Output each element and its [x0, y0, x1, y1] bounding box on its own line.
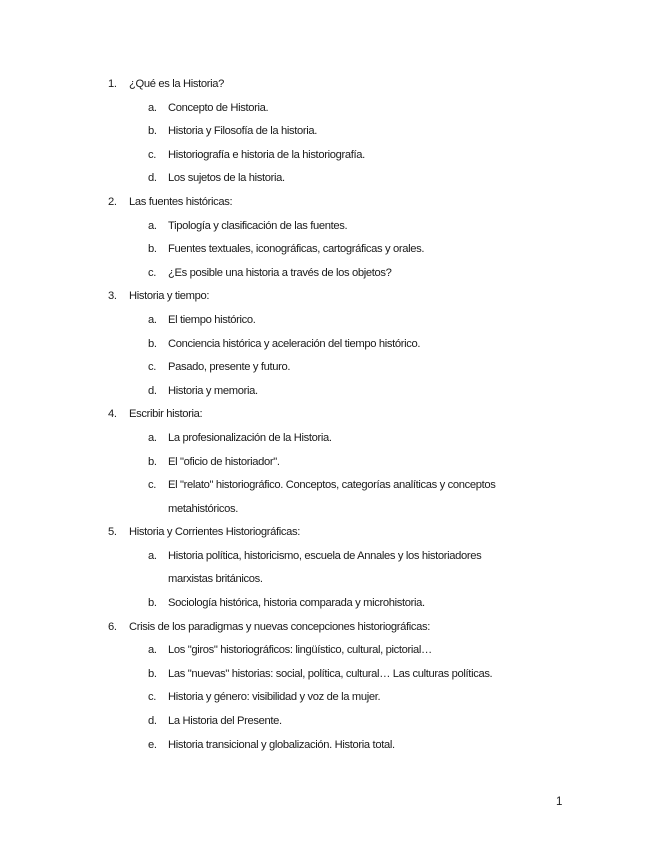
subsection-item: [0, 451, 655, 475]
subsection-letter: b.: [148, 243, 157, 256]
subsection-item: [0, 167, 655, 191]
subsection-text: metahistóricos.: [168, 502, 238, 515]
subsection-text: Fuentes textuales, iconográficas, cartográficas y orales.: [168, 243, 425, 256]
subsection-letter: d.: [148, 172, 157, 185]
subsection-item: [0, 215, 655, 239]
subsection-item: [0, 663, 655, 687]
subsection-item: [0, 686, 655, 710]
section-title: Historia y Corrientes Historiográficas:: [129, 526, 300, 539]
subsection-text: Pasado, presente y futuro.: [168, 361, 291, 374]
subsection-letter: a.: [148, 219, 157, 232]
subsection-letter: b.: [148, 125, 157, 138]
subsection-text: Conciencia histórica y aceleración del tiempo histórico.: [168, 337, 421, 350]
subsection-letter: a.: [148, 101, 157, 114]
subsection-text: Historia transicional y globalización. Historia total.: [168, 738, 395, 751]
section-number: 5.: [108, 526, 117, 539]
subsection-text: Historia y memoria.: [168, 384, 258, 397]
subsection-text: Concepto de Historia.: [168, 101, 269, 114]
section-heading: [0, 403, 655, 427]
subsection-letter: a.: [148, 431, 157, 444]
subsection-text: ¿Es posible una historia a través de los objetos?: [168, 266, 392, 279]
subsection-item: [0, 592, 655, 616]
subsection-text: El tiempo histórico.: [168, 313, 256, 326]
subsection-text: La profesionalización de la Historia.: [168, 431, 332, 444]
subsection-letter: b.: [148, 597, 157, 610]
course-outline: [0, 73, 655, 757]
subsection-text: Historia y Filosofía de la historia.: [168, 125, 318, 138]
subsection-text: El "relato" historiográfico. Conceptos, categorías analíticas y conceptos: [168, 479, 496, 492]
subsection-letter: c.: [148, 148, 157, 161]
subsection-item: [0, 262, 655, 286]
subsection-text: Historia y género: visibilidad y voz de la mujer.: [168, 691, 381, 704]
subsection-item: [0, 710, 655, 734]
subsection-text: Historia política, historicismo, escuela de Annales y los historiadores: [168, 549, 482, 562]
page-number: 1: [556, 796, 563, 808]
section-number: 6.: [108, 620, 117, 633]
subsection-letter: b.: [148, 337, 157, 350]
section-number: 2.: [108, 195, 117, 208]
subsection-letter: a.: [148, 313, 157, 326]
section-number: 4.: [108, 408, 117, 421]
subsection-item: [0, 427, 655, 451]
subsection-text: Historiografía e historia de la historiografía.: [168, 148, 365, 161]
subsection-letter: a.: [148, 644, 157, 657]
subsection-item: [0, 734, 655, 758]
subsection-letter: a.: [148, 549, 157, 562]
subsection-text: El "oficio de historiador".: [168, 455, 280, 468]
section-heading: [0, 191, 655, 215]
subsection-item: [0, 545, 655, 569]
subsection-item: [0, 474, 655, 498]
section-title: ¿Qué es la Historia?: [129, 78, 224, 90]
subsection-text: Los "giros" historiográficos: lingüístico, cultural, pictorial…: [168, 644, 432, 657]
subsection-item: [0, 309, 655, 333]
subsection-letter: b.: [148, 455, 157, 468]
subsection-item: [0, 333, 655, 357]
subsection-text: Sociología histórica, historia comparada y microhistoria.: [168, 597, 425, 610]
subsection-letter: d.: [148, 384, 157, 397]
subsection-letter: c.: [148, 266, 157, 279]
subsection-text: La Historia del Presente.: [168, 715, 282, 728]
subsection-item: [0, 97, 655, 121]
section-heading: [0, 616, 655, 640]
subsection-item: [0, 380, 655, 404]
section-heading: [0, 521, 655, 545]
section-title: Escribir historia:: [129, 408, 203, 421]
subsection-letter: c.: [148, 691, 157, 704]
section-number: 1.: [108, 78, 117, 90]
subsection-item-continuation: [0, 498, 655, 522]
subsection-letter: c.: [148, 361, 157, 374]
subsection-item: [0, 120, 655, 144]
subsection-letter: b.: [148, 667, 157, 680]
subsection-item: [0, 356, 655, 380]
subsection-text: Los sujetos de la historia.: [168, 172, 285, 185]
section-title: Las fuentes históricas:: [129, 195, 233, 208]
subsection-letter: d.: [148, 715, 157, 728]
subsection-text: Tipología y clasificación de las fuentes.: [168, 219, 348, 232]
subsection-text: Las "nuevas" historias: social, política, cultural… Las culturas políticas.: [168, 667, 493, 680]
subsection-item: [0, 238, 655, 262]
subsection-text: marxistas británicos.: [168, 573, 263, 586]
section-heading: [0, 73, 655, 97]
section-heading: [0, 285, 655, 309]
section-title: Historia y tiempo:: [129, 290, 210, 303]
subsection-item: [0, 144, 655, 168]
subsection-letter: e.: [148, 738, 157, 751]
subsection-item-continuation: [0, 568, 655, 592]
subsection-letter: c.: [148, 479, 157, 492]
section-title: Crisis de los paradigmas y nuevas concepciones historiográficas:: [129, 620, 430, 633]
section-number: 3.: [108, 290, 117, 303]
subsection-item: [0, 639, 655, 663]
